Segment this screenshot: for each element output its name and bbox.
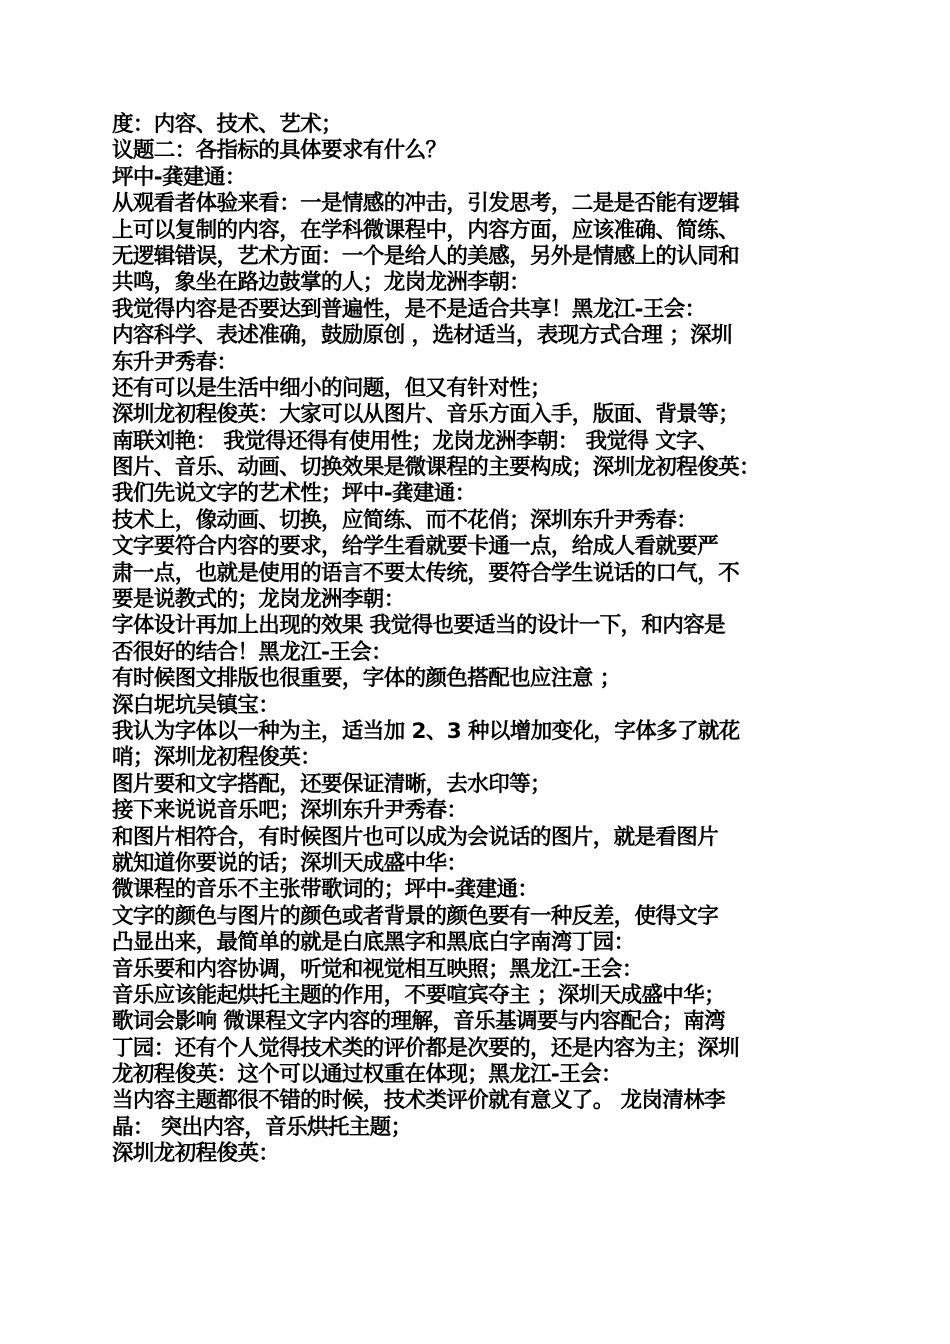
document-body bbox=[112, 112, 842, 1168]
text-line: 晶： 突出内容，音乐烘托主题； bbox=[112, 1114, 412, 1140]
text-line: 文字的颜色与图片的颜色或者背景的颜色要有一种反差，使得文字 bbox=[112, 903, 719, 929]
text-line: 凸显出来，最简单的就是白底黑字和黑底白字南湾丁园： bbox=[112, 930, 635, 956]
text-line: 哨；深圳龙初程俊英： bbox=[112, 745, 322, 771]
text-line: 否很好的结合！黑龙江-王会： bbox=[112, 639, 393, 665]
text-line: 要是说教式的；龙岗龙洲李朝： bbox=[112, 587, 405, 613]
text-line: 上可以复制的内容，在学科微课程中，内容方面，应该准确、简练、 bbox=[112, 217, 740, 243]
text-line: 图片要和文字搭配，还要保证清晰，去水印等； bbox=[112, 771, 551, 797]
text-line: 南联刘艳： 我觉得还得有使用性；龙岗龙洲李朝： 我觉得 文字、 bbox=[112, 428, 718, 454]
text-line: 就知道你要说的话；深圳天成盛中华： bbox=[112, 850, 468, 876]
text-line: 接下来说说音乐吧；深圳东升尹秀春： bbox=[112, 798, 468, 824]
text-line: 文字要符合内容的要求，给学生看就要卡通一点，给成人看就要严 bbox=[112, 534, 719, 560]
text-line: 议题二：各指标的具体要求有什么？ bbox=[112, 138, 447, 164]
text-line: 无逻辑错误，艺术方面：一个是给人的美感，另外是情感上的认同和 bbox=[112, 243, 740, 269]
text-line: 当内容主题都很不错的时候，技术类评价就有意义了。 龙岗清林李 bbox=[112, 1088, 725, 1114]
text-line: 深白坭坑吴镇宝： bbox=[112, 692, 280, 718]
text-line: 东升尹秀春： bbox=[112, 349, 238, 375]
text-line: 深圳龙初程俊英： bbox=[112, 1141, 280, 1167]
text-line: 度：内容、技术、艺术； bbox=[112, 112, 342, 137]
text-line: 图片、音乐、动画、切换效果是微课程的主要构成；深圳龙初程俊英： bbox=[112, 455, 760, 481]
text-line: 内容科学、表述准确，鼓励原创 ，选材适当，表现方式合理 ；深圳 bbox=[112, 323, 732, 349]
text-line: 我认为字体以一种为主，适当加 2、3 种以增加变化，字体多了就花 bbox=[112, 718, 740, 744]
text-line: 龙初程俊英：这个可以通过权重在体现；黑龙江-王会： bbox=[112, 1062, 622, 1088]
text-line: 我们先说文字的艺术性；坪中-龚建通： bbox=[112, 481, 476, 507]
text-line: 有时候图文排版也很重要，字体的颜色搭配也应注意 ； bbox=[112, 666, 621, 692]
text-line: 还有可以是生活中细小的问题，但又有针对性； bbox=[112, 375, 551, 401]
text-line: 字体设计再加上出现的效果 我觉得也要适当的设计一下，和内容是 bbox=[112, 613, 725, 639]
text-line: 技术上，像动画、切换，应简练、而不花俏；深圳东升尹秀春： bbox=[112, 507, 698, 533]
text-line: 肃一点，也就是使用的语言不要太传统，要符合学生说话的口气，不 bbox=[112, 560, 740, 586]
text-line: 音乐要和内容协调，听觉和视觉相互映照；黑龙江-王会： bbox=[112, 956, 643, 982]
text-line: 歌词会影响 微课程文字内容的理解，音乐基调要与内容配合；南湾 bbox=[112, 1009, 725, 1035]
text-line: 我觉得内容是否要达到普遍性，是不是适合共享！黑龙江-王会： bbox=[112, 296, 706, 322]
text-line: 微课程的音乐不主张带歌词的；坪中-龚建通： bbox=[112, 877, 539, 903]
text-line: 丁园：还有个人觉得技术类的评价都是次要的，还是内容为主；深圳 bbox=[112, 1035, 740, 1061]
text-line: 共鸣，象坐在路边鼓掌的人；龙岗龙洲李朝： bbox=[112, 270, 531, 296]
text-line: 坪中-龚建通： bbox=[112, 164, 246, 190]
text-line: 音乐应该能起烘托主题的作用，不要喧宾夺主 ；深圳天成盛中华； bbox=[112, 982, 725, 1008]
text-line: 从观看者体验来看：一是情感的冲击，引发思考，二是是否能有逻辑 bbox=[112, 191, 740, 217]
text-line: 和图片相符合，有时候图片也可以成为会说话的图片，就是看图片 bbox=[112, 824, 719, 850]
text-line: 深圳龙初程俊英：大家可以从图片、音乐方面入手，版面、背景等； bbox=[112, 402, 740, 428]
